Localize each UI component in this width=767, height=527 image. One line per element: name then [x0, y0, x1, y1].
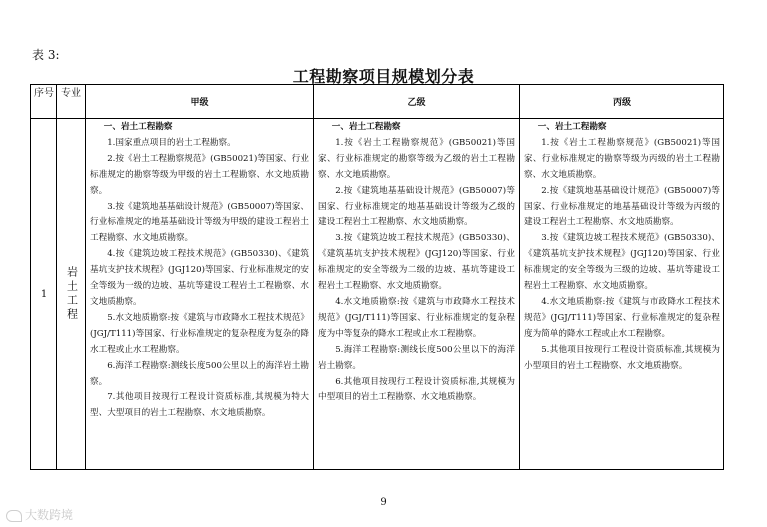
grade-a-line: 2.按《岩土工程勘察规范》(GB50021)等国家、行业标准规定的勘察等级为甲级的岩土工程勘察、水文地质勘察。 — [90, 153, 309, 196]
grade-a-cell — [90, 120, 309, 422]
grade-c-line: 2.按《建筑地基基础设计规范》(GB50007)等国家、行业标准规定的地基基础设计等级为丙级的建设工程岩土工程勘察、水文地质勘察。 — [524, 185, 720, 228]
grade-a-line: 5.水文地质勘察:按《建筑与市政降水工程技术规范》(JGJ/T111)等国家、行业标准规定的复杂程度为复杂的降水工程或止水工程勘察。 — [90, 312, 309, 355]
grade-b-line: 4.水文地质勘察:按《建筑与市政降水工程技术规范》(JGJ/T111)等国家、行业标准规定的复杂程度为中等复杂的降水工程或止水工程勘察。 — [318, 296, 515, 339]
header-major: 专业 — [61, 88, 81, 99]
grade-b-line: 一、岩土工程勘察 — [331, 122, 401, 132]
grade-b-cell — [318, 120, 515, 406]
grade-c-line: 一、岩土工程勘察 — [537, 122, 607, 132]
grade-b-line: 5.海洋工程勘察:测线长度500公里以下的海洋岩土勘察。 — [318, 344, 515, 371]
header-grade-a: 甲级 — [190, 98, 209, 108]
watermark-text: 大数跨境 — [25, 508, 74, 522]
header-grade-b: 乙级 — [407, 98, 426, 108]
grade-a-line: 4.按《建筑边坡工程技术规范》(GB50330)、《建筑基坑支护技术规程》(JGJ120)等国家、行业标准规定的安全等级为一级的边坡、基坑等建设工程岩土工程勘察、水文地质勘察。 — [90, 249, 309, 307]
grade-c-line: 4.水文地质勘察:按《建筑与市政降水工程技术规范》(JGJ/T111)等国家、行业标准规定的复杂程度为简单的降水工程或止水工程勘察。 — [524, 296, 720, 339]
grade-b-line: 1.按《岩土工程勘察规范》(GB50021)等国家、行业标准规定的勘察等级为乙级的岩土工程勘察、水文地质勘察。 — [318, 137, 515, 180]
header-grade-c: 丙级 — [612, 98, 631, 108]
row-seq: 1 — [40, 288, 48, 300]
page-number: 9 — [380, 497, 387, 508]
grade-b-line: 3.按《建筑边坡工程技术规范》(GB50330)、《建筑基坑支护技术规程》(JGJ120)等国家、行业标准规定的安全等级为二级的边坡、基坑等建设工程岩土工程勘察、水文地质勘察。 — [318, 233, 515, 292]
watermark — [6, 506, 73, 523]
grade-c-line: 5.其他项目按现行工程设计资质标准,其规模为小型项目的岩土工程勘察、水文地质勘察。 — [524, 344, 720, 371]
grade-a-line: 7.其他项目按现行工程设计资质标准,其规模为特大型、大型项目的岩土工程勘察、水文地质勘察。 — [90, 392, 309, 419]
grade-a-line: 3.按《建筑地基基础设计规范》(GB50007)等国家、行业标准规定的地基基础设计等级为甲级的建设工程岩土工程勘察、水文地质勘察。 — [90, 201, 309, 244]
grade-b-line: 6.其他项目按现行工程设计资质标准,其规模为中型项目的岩土工程勘察、水文地质勘察。 — [318, 376, 515, 403]
grade-c-cell — [524, 120, 720, 375]
grade-c-line: 1.按《岩土工程勘察规范》(GB50021)等国家、行业标准规定的勘察等级为丙级的岩土工程勘察、水文地质勘察。 — [524, 137, 720, 180]
scale-table — [30, 84, 724, 470]
grade-b-line: 2.按《建筑地基基础设计规范》(GB50007)等国家、行业标准规定的地基基础设计等级为乙级的建设工程岩土工程勘察、水文地质勘察。 — [318, 185, 515, 228]
row-major: 岩土工程 — [65, 266, 79, 322]
header-seq: 序号 — [34, 88, 54, 99]
table-label: 表 3: — [32, 48, 60, 62]
page-title: 工程勘察项目规模划分表 — [292, 67, 475, 86]
grade-a-line: 1.国家重点项目的岩土工程勘察。 — [107, 137, 236, 148]
grade-a-line: 一、岩土工程勘察 — [103, 122, 173, 132]
logo-icon — [6, 510, 22, 522]
grade-a-line: 6.海洋工程勘察:测线长度500公里以上的海洋岩土勘察。 — [90, 360, 309, 387]
grade-c-line: 3.按《建筑边坡工程技术规范》(GB50330)、《建筑基坑支护技术规程》(JGJ120)等国家、行业标准规定的安全等级为三级的边坡、基坑等建设工程岩土工程勘察、水文地质勘察。 — [524, 233, 720, 292]
